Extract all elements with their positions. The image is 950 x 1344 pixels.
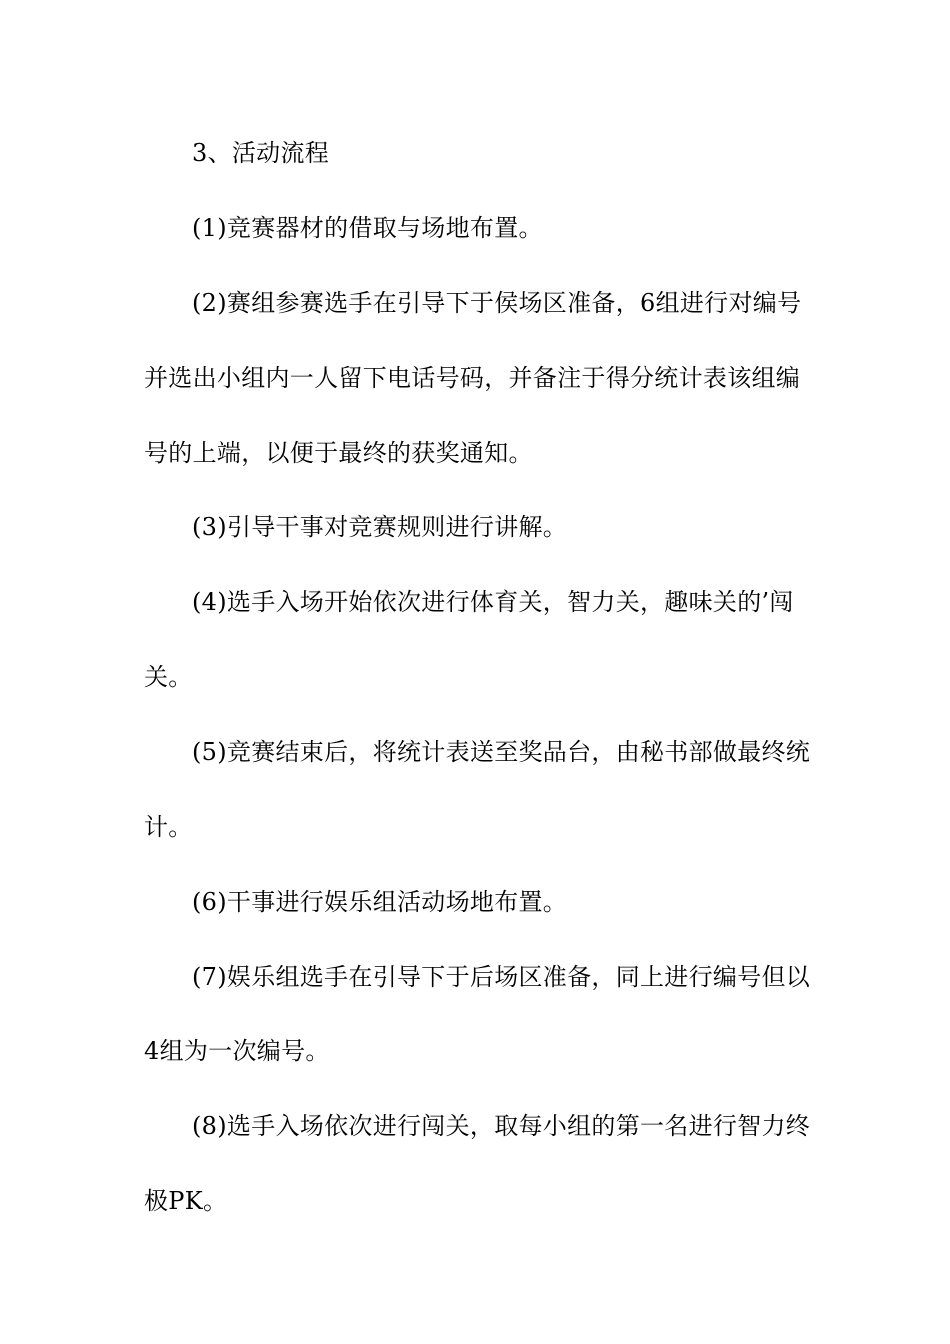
paragraph-line: 并选出小组内一人留下电话号码，并备注于得分统计表该组编 [144,364,801,392]
paragraph-line: 关。 [144,663,193,691]
section-heading: 3、活动流程 [192,139,330,167]
paragraph-line: (2)赛组参赛选手在引导下于侯场区准备，6组进行对编号 [192,289,802,317]
paragraph-line: (8)选手入场依次进行闯关，取每小组的第一名进行智力终 [192,1112,811,1140]
paragraph-line: 计。 [144,813,193,841]
paragraph-line: 4组为一次编号。 [144,1037,330,1065]
paragraph-line: (6)干事进行娱乐组活动场地布置。 [192,888,568,916]
paragraph-line: (1)竞赛器材的借取与场地布置。 [192,214,543,242]
paragraph-line: (4)选手入场开始依次进行体育关，智力关，趣味关的’闯 [192,588,794,616]
paragraph-line: (7)娱乐组选手在引导下于后场区准备，同上进行编号但以 [192,963,811,991]
paragraph-line: (5)竞赛结束后，将统计表送至奖品台，由秘书部做最终统 [192,738,811,766]
paragraph-line: 极PK。 [144,1187,228,1215]
paragraph-line: 号的上端，以便于最终的获奖通知。 [144,439,533,467]
paragraph-line: (3)引导干事对竞赛规则进行讲解。 [192,513,568,541]
